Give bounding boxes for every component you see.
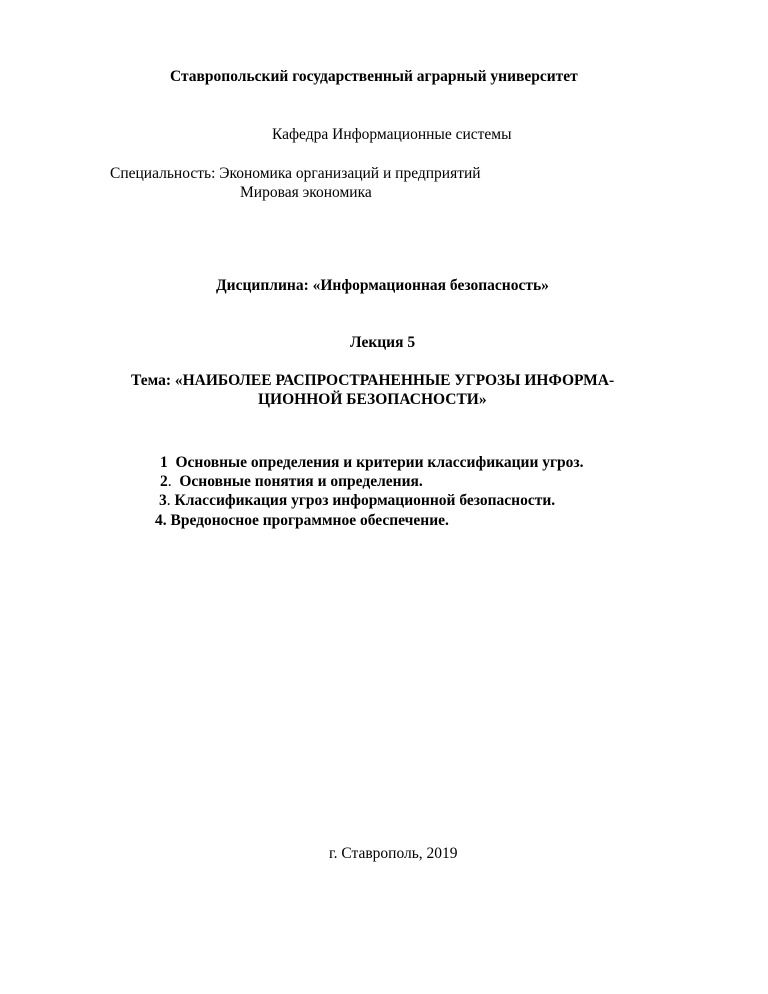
outline-item bbox=[159, 492, 555, 510]
outline-item bbox=[160, 473, 423, 491]
outline-item-number: 3 bbox=[159, 492, 167, 509]
outline-item-text: Классификация угроз информационной безопасности. bbox=[174, 492, 556, 509]
outline-item-sep: . bbox=[166, 492, 171, 509]
specialty-line-1: Специальность: Экономика организаций и предприятий bbox=[110, 165, 481, 182]
outline-item-number: 1 bbox=[160, 454, 168, 471]
outline-item-text: Вредоносное программное обеспечение. bbox=[170, 512, 449, 529]
outline-item-number: 4. bbox=[155, 512, 167, 529]
department-name: Кафедра Информационные системы bbox=[272, 126, 512, 143]
outline-item-sep: . bbox=[167, 473, 172, 490]
topic-line-2: ЦИОННОЙ БЕЗОПАСНОСТИ» bbox=[258, 391, 487, 408]
topic-title-part-1: НАИБОЛЕЕ РАСПРОСТРАНЕННЫЕ УГРОЗЫ ИНФОРМА- bbox=[182, 372, 615, 389]
topic-prefix: Тема: « bbox=[131, 372, 183, 389]
outline-item bbox=[160, 454, 584, 472]
topic-line-1 bbox=[131, 372, 614, 390]
city-and-year: г. Ставрополь, 2019 bbox=[329, 845, 458, 862]
specialty-line-2: Мировая экономика bbox=[240, 184, 372, 201]
outline-item bbox=[155, 512, 449, 530]
outline-item-number: 2 bbox=[160, 473, 168, 490]
outline-item-text: Основные определения и критерии классификации угроз. bbox=[175, 454, 584, 471]
lecture-number: Лекция 5 bbox=[350, 334, 416, 351]
outline-item-text: Основные понятия и определения. bbox=[179, 473, 423, 490]
university-name: Ставропольский государственный аграрный университет bbox=[170, 68, 578, 85]
discipline-title: Дисциплина: «Информационная безопасность» bbox=[216, 277, 549, 294]
